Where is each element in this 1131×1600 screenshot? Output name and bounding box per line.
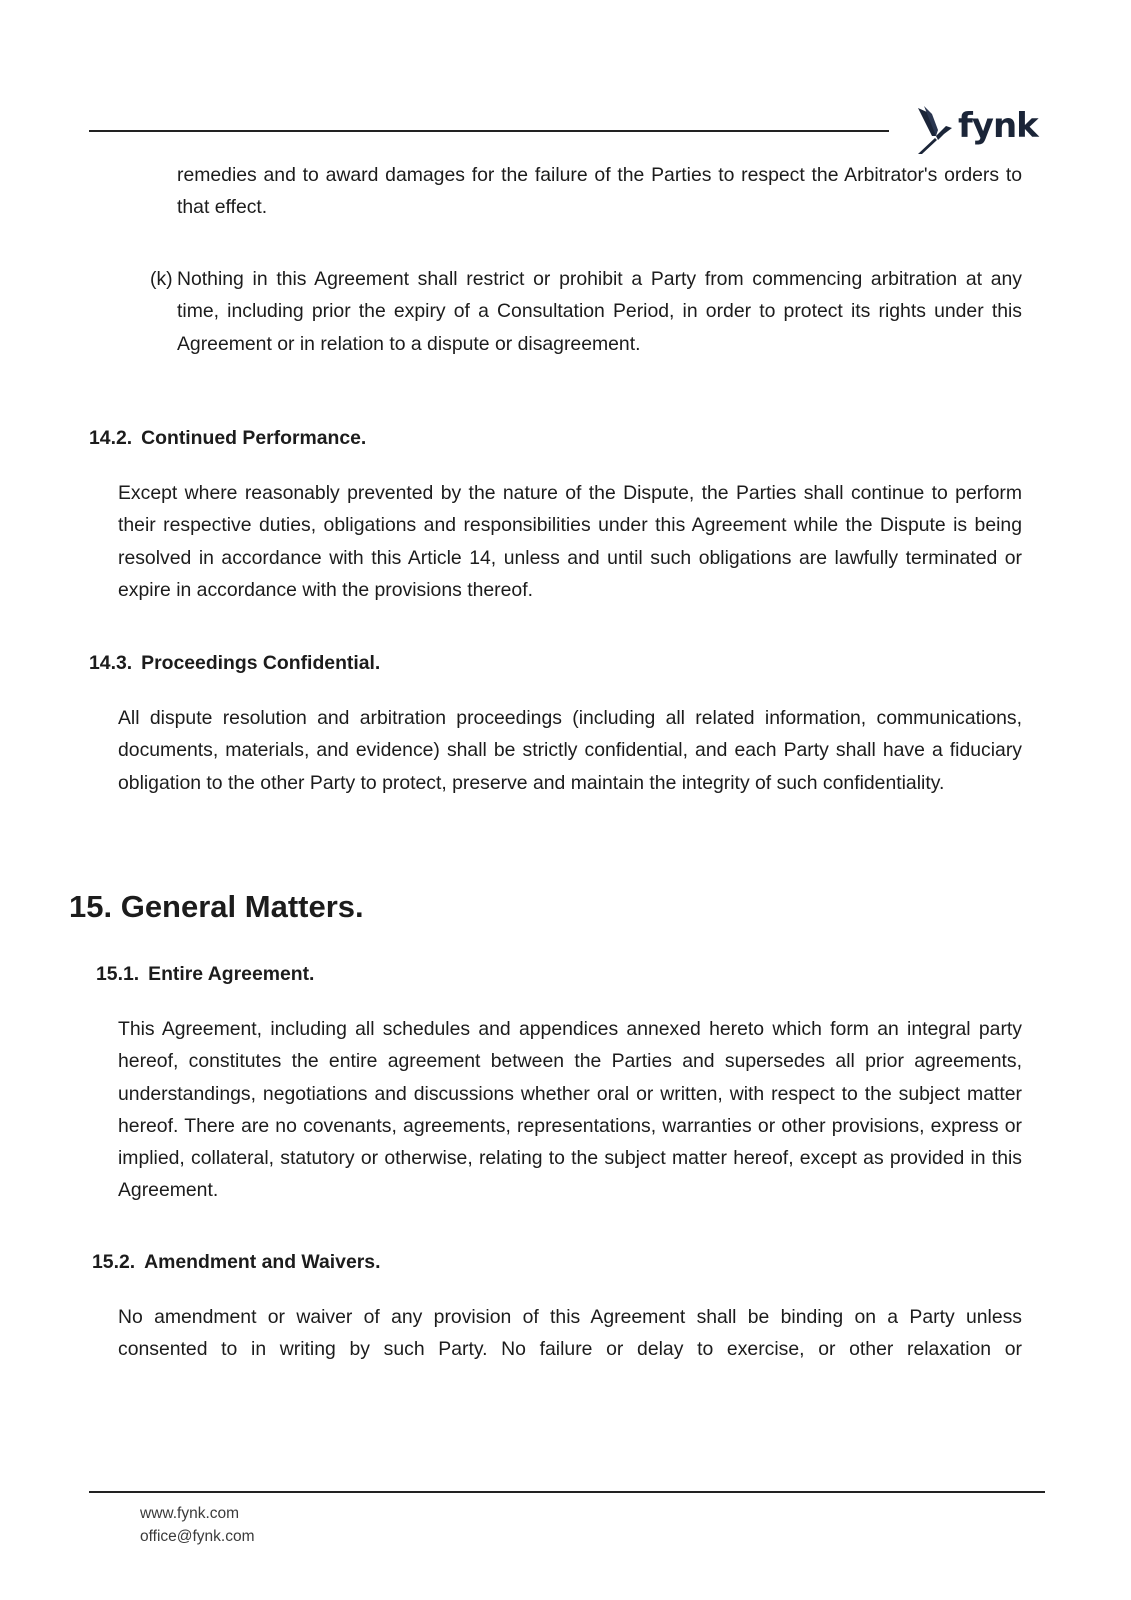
fynk-logo: [918, 104, 1048, 160]
header-divider: [89, 130, 889, 132]
bird-logo-icon: [918, 104, 958, 160]
list-item-k-text: Nothing in this Agreement shall restrict or prohibit a Party from commencing arbitration at any time, including prior the expiry of a Consultation Period, in order to protect its rights under this Agreement or in relation to a dispute or disagreement.: [177, 268, 1022, 355]
subsection-heading-14-2: [89, 426, 366, 450]
section-heading-15: 15. General Matters.: [69, 889, 364, 924]
subsection-heading-14-3: [89, 651, 380, 675]
footer-email-link[interactable]: office@fynk.com: [140, 1528, 255, 1545]
subsection-title: Entire Agreement.: [148, 963, 315, 985]
brand-logo-text: fynk: [958, 106, 1038, 146]
list-item-label-k: (k): [150, 268, 173, 290]
footer-divider: [89, 1491, 1045, 1493]
subsection-number: 15.2.: [92, 1251, 136, 1273]
subsection-title: Proceedings Confidential.: [141, 652, 381, 674]
footer-website-link[interactable]: www.fynk.com: [140, 1505, 240, 1522]
subsection-number: 14.3.: [89, 652, 133, 674]
subsection-number: 14.2.: [89, 427, 133, 449]
paragraph-14-3: All dispute resolution and arbitration proceedings (including all related information, communications, documents, materials, and evidence) shall be strictly confidential, and each Party shall have a fiduciary obligation to the other Party to protect, preserve and maintain the integrity of such confidentiality.: [118, 707, 1022, 794]
paragraph-14-2: Except where reasonably prevented by the nature of the Dispute, the Parties shall continue to perform their respective duties, obligations and responsibilities under this Agreement while the Dispute is being resolved in accordance with this Article 14, unless and until such obligations are lawfully terminated or expire in accordance with the provisions thereof.: [118, 482, 1022, 601]
subsection-heading-15-1: [96, 962, 314, 986]
subsection-heading-15-2: [92, 1250, 380, 1274]
paragraph-15-1: This Agreement, including all schedules and appendices annexed hereto which form an integral party hereof, constitutes the entire agreement between the Parties and supersedes all prior agreements, understandings, negotiations and discussions whether oral or written, with respect to the subject matter hereof. There are no covenants, agreements, representations, warranties or other provisions, express or implied, collateral, statutory or otherwise, relating to the subject matter hereof, except as provided in this Agreement.: [118, 1018, 1022, 1202]
subsection-title: Continued Performance.: [141, 427, 367, 449]
paragraph-15-2: No amendment or waiver of any provision of this Agreement shall be binding on a Party unless consented to in writing by such Party. No failure or delay to exercise, or other relaxation or: [118, 1306, 1022, 1361]
subsection-title: Amendment and Waivers.: [144, 1251, 381, 1273]
paragraph-continuation: remedies and to award damages for the failure of the Parties to respect the Arbitrator's orders to that effect.: [177, 164, 1022, 219]
subsection-number: 15.1.: [96, 963, 140, 985]
